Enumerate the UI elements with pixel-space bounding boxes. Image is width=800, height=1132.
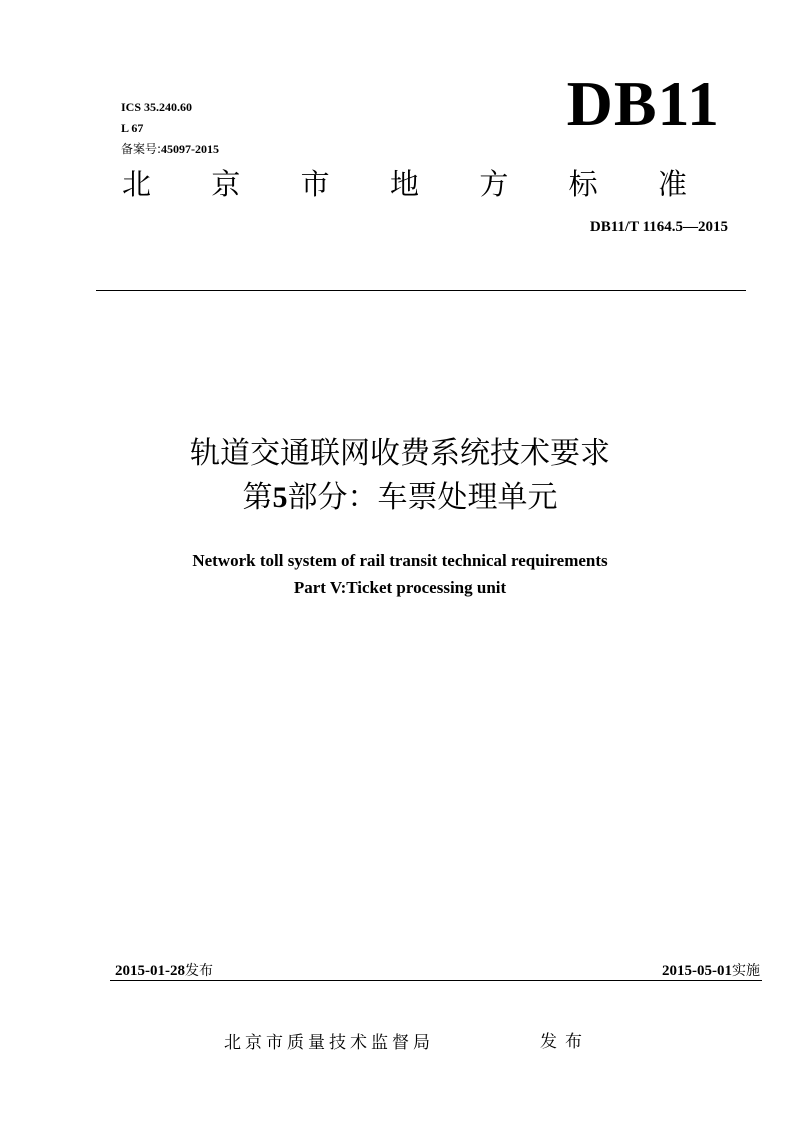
standard-type-char: 地 xyxy=(389,167,419,201)
standard-type xyxy=(122,166,687,202)
title-part-number: 5 xyxy=(272,481,288,514)
standard-type-char: 标 xyxy=(568,167,598,201)
implementation-date-label: 实施 xyxy=(732,963,760,979)
standard-type-char: 市 xyxy=(300,167,330,201)
issuing-authority: 北京市质量技术监督局 xyxy=(224,1033,434,1053)
standard-type-char: 方 xyxy=(479,167,509,201)
title-cn-line2 xyxy=(0,480,800,516)
ics-code: ICS 35.240.60 xyxy=(121,100,193,114)
ccs-code: L 67 xyxy=(121,121,144,135)
issue-date xyxy=(115,961,213,980)
title-part-prefix: 第 xyxy=(242,480,273,515)
standard-type-char: 准 xyxy=(657,167,687,201)
title-part-suffix: 部分：车票处理单元 xyxy=(287,480,558,515)
record-value: 45097-2015 xyxy=(161,142,220,156)
title-cn-line1: 轨道交通联网收费系统技术要求 xyxy=(190,436,610,471)
standard-type-char: 京 xyxy=(211,167,241,201)
record-number xyxy=(121,142,219,156)
standard-type-char: 北 xyxy=(122,167,152,201)
title-en-line2: Part V:Ticket processing unit xyxy=(293,578,507,597)
record-label: 备案号: xyxy=(121,142,162,156)
issue-date-value: 2015-01-28 xyxy=(115,963,185,979)
issue-date-label: 发布 xyxy=(185,963,213,979)
footer-divider xyxy=(110,980,762,981)
standard-logo: DB11 xyxy=(566,68,720,139)
publish-label: 发布 xyxy=(540,1032,590,1052)
implementation-date-value: 2015-05-01 xyxy=(662,963,732,979)
title-en-line1: Network toll system of rail transit technical requirements xyxy=(192,551,608,570)
header-divider xyxy=(96,290,746,291)
implementation-date xyxy=(662,961,760,980)
standard-number: DB11/T 1164.5—2015 xyxy=(589,219,728,235)
